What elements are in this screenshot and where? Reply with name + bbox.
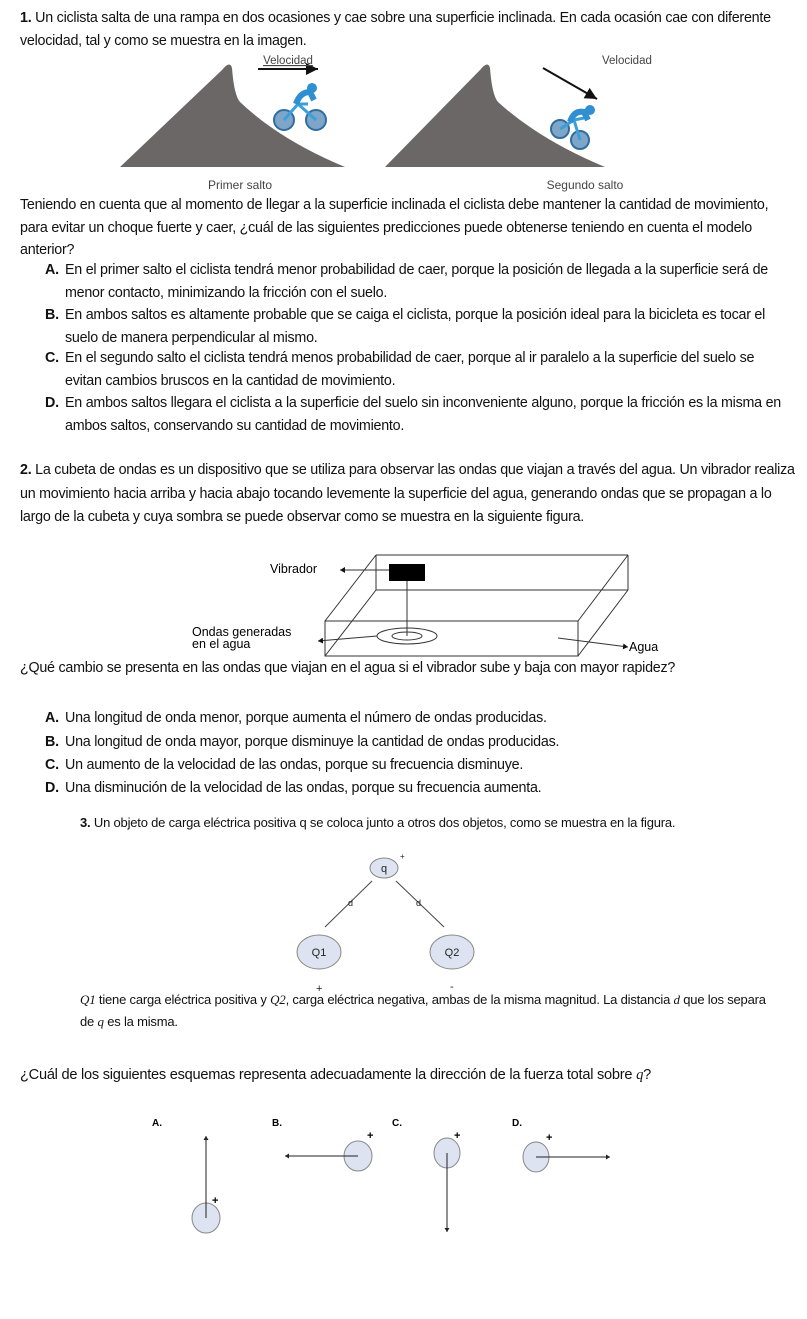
text: es la misma.: [103, 1014, 178, 1029]
caption-primer-salto: Primer salto: [207, 178, 273, 192]
option-letter: B.: [45, 307, 59, 323]
option-text: En ambos saltos llegara el ciclista a la superficie del suelo sin inconveniente alguno, porque la fricción es la misma en ambos saltos, conservando su cantidad de movimiento.: [65, 395, 781, 434]
option-letter: A.: [152, 1118, 162, 1129]
option-text: En el segundo salto el ciclista tendrá menos probabilidad de caer, porque al ir paralelo a la superficie del suelo se evitan cambios bruscos en la cantidad de movimiento.: [65, 350, 755, 389]
q2-stem: ¿Qué cambio se presenta en las ondas que viajan en el agua si el vibrador sube y baja con mayor rapidez?: [20, 660, 676, 676]
var-Q1: Q1: [80, 992, 96, 1007]
option-text: Una disminución de la velocidad de las ondas, porque su frecuencia aumenta.: [65, 780, 542, 796]
velocity-label-1: Velocidad: [263, 55, 313, 67]
option-letter: B.: [272, 1118, 282, 1129]
q1-stem: Teniendo en cuenta que al momento de llegar a la superficie inclinada el ciclista debe mantener la cantidad de movimiento, para evitar un choque fuerte y caer, ¿cuál de las siguientes predicciones puede obtenerse teniendo en cuenta el modelo anterior?: [20, 197, 769, 258]
sign: +: [454, 1130, 461, 1142]
option-text: En el primer salto el ciclista tendrá menor probabilidad de caer, porque la posición de llegada a la superficie será de menor contacto, minimizando la fricción con el suelo.: [65, 262, 768, 301]
var-q: q: [97, 1014, 104, 1029]
text: que los separa de: [80, 992, 766, 1029]
q2-intro-text: La cubeta de ondas es un dispositivo que se utiliza para observar las ondas que viajan a través del agua. Un vibrador realiza un movimiento hacia arriba y hacia abajo tocando levemente la superficie del agua, generando ondas que se propagan a lo largo de la cubeta y cuya sombra se puede observar como se muestra en la siguiente figura.: [20, 462, 795, 525]
q3-option-b[interactable]: [272, 1118, 373, 1171]
label-vibrador: Vibrador: [270, 562, 318, 576]
sign-Q2: -: [450, 981, 454, 993]
label-d-left: d: [348, 898, 354, 908]
text: tiene carga eléctrica positiva y: [95, 992, 271, 1007]
q3-option-a[interactable]: [152, 1118, 220, 1233]
option-letter: C.: [45, 757, 59, 773]
option-text: Un aumento de la velocidad de las ondas, porque su frecuencia disminuye.: [65, 757, 524, 773]
var-d: d: [673, 992, 680, 1007]
sign: +: [367, 1130, 374, 1142]
option-letter: A.: [45, 710, 59, 726]
text: , carga eléctrica negativa, ambas de la misma magnitud. La distancia: [285, 992, 674, 1007]
label-ondas-2: en el agua: [192, 637, 251, 651]
q3-option-c[interactable]: [392, 1118, 460, 1232]
option-letter: C.: [392, 1118, 402, 1129]
label-Q1: Q1: [311, 947, 327, 959]
q2-number: 2.: [20, 462, 32, 478]
sign-Q1: +: [316, 983, 323, 995]
label-Q2: Q2: [444, 947, 460, 959]
q1-number: 1.: [20, 10, 32, 26]
q3-number: 3.: [80, 815, 91, 830]
option-letter: D.: [45, 395, 59, 411]
q3-option-d[interactable]: [512, 1118, 610, 1172]
option-text: Una longitud de onda menor, porque aumenta el número de ondas producidas.: [65, 710, 547, 726]
sign: +: [546, 1132, 553, 1144]
q1-intro-text: Un ciclista salta de una rampa en dos ocasiones y cae sobre una superficie inclinada. En cada ocasión cae con diferente velocidad, tal y como se muestra en la imagen.: [20, 10, 771, 49]
option-letter: D.: [512, 1118, 522, 1129]
text: ¿Cuál de los siguientes esquemas representa adecuadamente la dirección de la fuerza total sobre: [20, 1067, 637, 1083]
option-text: En ambos saltos es altamente probable que se caiga el ciclista, porque la posición ideal para la bicicleta es tocar el suelo de manera perpendicular al mismo.: [65, 307, 766, 346]
label-d-right: d: [416, 898, 422, 908]
velocity-label-2: Velocidad: [602, 55, 652, 67]
var-Q2: Q2: [270, 992, 286, 1007]
label-ondas-1: Ondas generadas: [192, 625, 292, 639]
sign: +: [212, 1195, 219, 1207]
option-letter: A.: [45, 262, 59, 278]
q3-intro-text: Un objeto de carga eléctrica positiva q se coloca junto a otros dos objetos, como se muestra en la figura.: [93, 815, 676, 830]
caption-segundo-salto: Segundo salto: [546, 178, 624, 192]
option-text: Una longitud de onda mayor, porque disminuye la cantidad de ondas producidas.: [65, 734, 560, 750]
text: ?: [643, 1067, 651, 1083]
option-letter: B.: [45, 734, 59, 750]
sign-q: +: [400, 852, 405, 861]
label-agua: Agua: [629, 640, 659, 654]
var-q: q: [636, 1067, 644, 1083]
option-letter: C.: [45, 350, 59, 366]
option-letter: D.: [45, 780, 59, 796]
label-q: q: [380, 863, 388, 875]
